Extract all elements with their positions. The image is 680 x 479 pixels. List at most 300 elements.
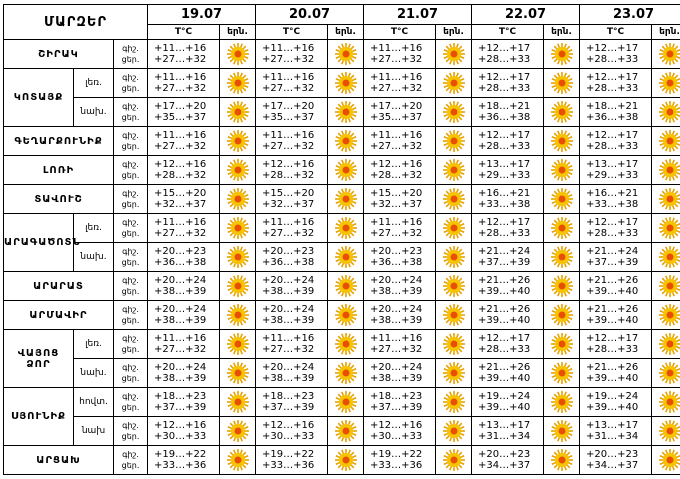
night-label: գիշ. [122,131,139,140]
day-temp: +28…+33 [478,344,531,355]
sky-cell [328,417,364,446]
sky-cell [220,40,256,69]
day-temp: +28…+32 [154,170,207,181]
subzone-label: լեռ. [74,214,114,243]
night-temp: +15…+20 [262,188,315,199]
region-name: ԿՈՏԱՅՔ [4,69,74,127]
temperature-cell [580,156,652,185]
night-temp: +12…+16 [154,420,207,431]
sun-icon [442,274,466,298]
temperature-cell [364,69,436,98]
sun-icon [334,332,358,356]
night-temp: +21…+26 [478,275,531,286]
sky-cell [436,388,472,417]
day-temp: +35…+37 [154,112,207,123]
sun-icon [658,187,680,211]
night-temp: +11…+16 [262,333,315,344]
night-temp: +13…+17 [586,420,639,431]
temperature-cell [364,359,436,388]
day-temp: +39…+40 [478,373,531,384]
day-temp: +28…+33 [478,141,531,152]
temperature-cell [364,98,436,127]
night-temp: +17…+20 [154,101,207,112]
sun-icon [226,129,250,153]
sky-cell [220,272,256,301]
day-temp: +37…+39 [154,402,207,413]
sky-cell [652,156,680,185]
night-label: գիշ. [122,102,139,111]
night-temp: +11…+16 [154,72,207,83]
sun-icon [442,303,466,327]
region-row [4,417,680,446]
subzone-label: լեռ. [74,69,114,98]
sky-header: երն. [652,25,680,40]
sun-icon [334,419,358,443]
temperature-cell [580,330,652,359]
night-label: գիշ. [122,160,139,169]
night-temp: +11…+16 [370,217,423,228]
sky-cell [220,214,256,243]
night-day-label [114,272,148,301]
night-day-label [114,417,148,446]
day-temp: +28…+33 [586,83,639,94]
sky-cell [652,359,680,388]
night-temp: +11…+16 [154,333,207,344]
sky-cell [220,127,256,156]
sun-icon [658,245,680,269]
sun-icon [550,332,574,356]
temperature-cell [580,301,652,330]
date-header: 23.07 [580,5,680,25]
temperature-cell [148,156,220,185]
date-header: 22.07 [472,5,580,25]
date-header: 21.07 [364,5,472,25]
day-temp: +38…+39 [262,286,315,297]
night-label: գիշ. [122,247,139,256]
temperature-header: T°C [148,25,220,40]
sky-cell [652,272,680,301]
sun-icon [442,71,466,95]
temperature-cell [472,359,544,388]
temperature-cell [472,301,544,330]
sun-icon [334,129,358,153]
temperature-cell [148,243,220,272]
day-temp: +33…+38 [586,199,639,210]
night-day-label [114,214,148,243]
day-temp: +39…+40 [478,286,531,297]
sun-icon [334,303,358,327]
sky-cell [220,301,256,330]
day-temp: +37…+39 [262,402,315,413]
sky-cell [220,417,256,446]
sun-icon [658,361,680,385]
temperature-cell [148,301,220,330]
night-temp: +13…+17 [478,420,531,431]
temperature-cell [364,446,436,475]
temperature-cell [472,98,544,127]
temperature-cell [580,98,652,127]
day-temp: +27…+32 [370,54,423,65]
region-name: ԱՐՑԱԽ [4,446,114,475]
day-temp: +32…+37 [262,199,315,210]
day-temp: +38…+39 [262,315,315,326]
night-day-label [114,446,148,475]
night-temp: +12…+16 [370,420,423,431]
temperature-cell [256,214,328,243]
sun-icon [442,361,466,385]
sun-icon [334,245,358,269]
night-temp: +12…+17 [586,333,639,344]
sun-icon [550,129,574,153]
sky-cell [328,272,364,301]
day-label: ցեր. [121,374,140,383]
temperature-cell [472,156,544,185]
temperature-cell [472,446,544,475]
night-temp: +20…+24 [262,304,315,315]
sun-icon [334,71,358,95]
night-temp: +11…+16 [262,72,315,83]
night-day-label [114,156,148,185]
temperature-header: T°C [364,25,436,40]
sky-cell [328,301,364,330]
day-label: ցեր. [121,84,140,93]
day-temp: +39…+40 [586,373,639,384]
day-temp: +27…+32 [154,141,207,152]
day-temp: +36…+38 [262,257,315,268]
sun-icon [226,361,250,385]
night-day-label [114,388,148,417]
sky-cell [220,69,256,98]
sun-icon [226,448,250,472]
night-temp: +21…+26 [478,362,531,373]
day-temp: +30…+33 [262,431,315,442]
sky-cell [328,98,364,127]
night-temp: +20…+23 [262,246,315,257]
day-temp: +36…+38 [478,112,531,123]
night-temp: +11…+16 [262,217,315,228]
night-day-label [114,69,148,98]
date-header: 20.07 [256,5,364,25]
sky-cell [220,156,256,185]
sky-cell [652,388,680,417]
subzone-label: նախ [74,417,114,446]
temperature-cell [148,388,220,417]
temperature-cell [256,446,328,475]
day-temp: +39…+40 [478,315,531,326]
day-temp: +38…+39 [154,373,207,384]
sky-cell [652,40,680,69]
temperature-cell [364,388,436,417]
day-label: ցեր. [121,200,140,209]
sun-icon [658,216,680,240]
night-temp: +12…+17 [478,333,531,344]
night-temp: +19…+22 [262,449,315,460]
temperature-cell [148,272,220,301]
day-temp: +27…+32 [370,141,423,152]
night-temp: +11…+16 [370,43,423,54]
sun-icon [550,448,574,472]
temperature-cell [580,272,652,301]
region-row [4,185,680,214]
night-day-label [114,185,148,214]
night-temp: +18…+21 [586,101,639,112]
day-temp: +32…+37 [370,199,423,210]
day-temp: +27…+32 [262,228,315,239]
sky-cell [328,69,364,98]
temperature-cell [148,359,220,388]
day-label: ցեր. [121,55,140,64]
night-temp: +12…+17 [478,130,531,141]
day-temp: +28…+33 [478,83,531,94]
temperature-cell [364,185,436,214]
day-temp: +39…+40 [478,402,531,413]
sky-cell [328,359,364,388]
day-temp: +36…+38 [586,112,639,123]
sky-cell [328,185,364,214]
sky-cell [328,156,364,185]
night-temp: +20…+24 [370,362,423,373]
day-label: ցեր. [121,258,140,267]
temperature-cell [580,185,652,214]
night-temp: +12…+16 [262,159,315,170]
day-temp: +28…+33 [478,228,531,239]
night-temp: +20…+24 [154,304,207,315]
day-temp: +38…+39 [370,315,423,326]
sky-cell [436,185,472,214]
sun-icon [550,419,574,443]
sun-icon [334,448,358,472]
sun-icon [658,303,680,327]
day-temp: +33…+36 [262,460,315,471]
sky-cell [436,446,472,475]
sky-cell [220,330,256,359]
temperature-cell [256,40,328,69]
temperature-cell [256,359,328,388]
night-temp: +16…+21 [478,188,531,199]
day-temp: +30…+33 [370,431,423,442]
day-label: ցեր. [121,287,140,296]
regions-header: ՄԱՐԶԵՐ [4,5,148,40]
night-temp: +20…+23 [586,449,639,460]
temperature-cell [148,185,220,214]
night-temp: +20…+23 [154,246,207,257]
sky-cell [652,69,680,98]
day-temp: +27…+32 [262,54,315,65]
sun-icon [442,129,466,153]
temperature-cell [364,156,436,185]
region-name: ԳԵՂԱՐՔՈՒՆԻՔ [4,127,114,156]
night-temp: +21…+26 [586,275,639,286]
sun-icon [334,42,358,66]
subzone-label: նախ. [74,98,114,127]
night-temp: +21…+26 [586,304,639,315]
temperature-cell [148,446,220,475]
temperature-cell [472,272,544,301]
temperature-cell [364,214,436,243]
night-temp: +12…+16 [370,159,423,170]
day-temp: +38…+39 [370,373,423,384]
temperature-cell [472,185,544,214]
night-day-label [114,40,148,69]
night-temp: +12…+17 [478,217,531,228]
day-temp: +38…+39 [154,315,207,326]
sky-cell [544,272,580,301]
night-day-label [114,98,148,127]
sun-icon [334,100,358,124]
day-temp: +27…+32 [262,344,315,355]
sun-icon [334,187,358,211]
sun-icon [334,390,358,414]
night-day-label [114,330,148,359]
temperature-cell [148,417,220,446]
night-temp: +13…+17 [586,159,639,170]
night-temp: +12…+17 [478,43,531,54]
night-label: գիշ. [122,334,139,343]
sky-cell [544,69,580,98]
temperature-cell [580,388,652,417]
day-temp: +38…+39 [370,286,423,297]
temperature-cell [364,417,436,446]
sky-header: երն. [328,25,364,40]
region-name: ԱՐԱԳԱԾՈՏՆ [4,214,74,272]
temperature-cell [580,446,652,475]
night-temp: +19…+24 [478,391,531,402]
temperature-cell [256,301,328,330]
region-row [4,69,680,98]
sky-cell [544,301,580,330]
sun-icon [658,419,680,443]
night-label: գիշ. [122,392,139,401]
temperature-header: T°C [580,25,652,40]
region-name: ՎԱՅՈՑ ՁՈՐ [4,330,74,388]
day-label: ցեր. [121,142,140,151]
sky-cell [436,98,472,127]
sky-cell [544,388,580,417]
sky-cell [220,185,256,214]
sky-cell [436,417,472,446]
sun-icon [226,303,250,327]
night-temp: +12…+17 [586,130,639,141]
sun-icon [226,274,250,298]
night-day-label [114,359,148,388]
sky-cell [544,243,580,272]
day-temp: +38…+39 [262,373,315,384]
sky-cell [544,127,580,156]
sun-icon [550,303,574,327]
sun-icon [226,187,250,211]
sky-cell [220,98,256,127]
sky-cell [544,156,580,185]
sun-icon [658,332,680,356]
sun-icon [550,71,574,95]
sky-cell [436,243,472,272]
day-temp: +33…+38 [478,199,531,210]
subzone-label: նախ. [74,243,114,272]
sun-icon [442,390,466,414]
day-temp: +34…+37 [586,460,639,471]
sky-cell [220,388,256,417]
day-temp: +35…+37 [370,112,423,123]
day-label: ցեր. [121,345,140,354]
temperature-cell [472,127,544,156]
night-temp: +17…+20 [370,101,423,112]
region-name: ՍՅՈՒՆԻՔ [4,388,74,446]
day-temp: +27…+32 [154,83,207,94]
sky-cell [328,446,364,475]
temperature-cell [256,330,328,359]
sun-icon [442,419,466,443]
sky-cell [436,40,472,69]
night-temp: +18…+23 [262,391,315,402]
sky-cell [652,98,680,127]
night-label: գիշ. [122,73,139,82]
temperature-cell [472,214,544,243]
sun-icon [334,216,358,240]
temperature-cell [148,127,220,156]
day-label: ցեր. [121,461,140,470]
day-temp: +37…+39 [478,257,531,268]
day-temp: +39…+40 [586,315,639,326]
temperature-cell [148,98,220,127]
day-label: ցեր. [121,316,140,325]
sky-cell [652,301,680,330]
temperature-cell [364,272,436,301]
sun-icon [658,390,680,414]
region-row [4,243,680,272]
night-temp: +11…+16 [370,72,423,83]
night-temp: +18…+23 [154,391,207,402]
day-temp: +37…+39 [586,257,639,268]
sky-cell [652,243,680,272]
night-temp: +11…+16 [154,130,207,141]
day-temp: +37…+39 [370,402,423,413]
temperature-cell [472,417,544,446]
sun-icon [226,158,250,182]
sky-header: երն. [220,25,256,40]
region-row [4,40,680,69]
night-temp: +20…+24 [262,362,315,373]
sun-icon [442,245,466,269]
night-temp: +12…+17 [586,217,639,228]
sky-cell [436,330,472,359]
day-temp: +27…+32 [370,228,423,239]
region-name: ՇԻՐԱԿ [4,40,114,69]
region-row [4,446,680,475]
temperature-cell [472,388,544,417]
sky-cell [544,214,580,243]
night-temp: +20…+24 [370,304,423,315]
sun-icon [658,71,680,95]
subzone-label: հովտ. [74,388,114,417]
night-temp: +18…+21 [478,101,531,112]
day-temp: +29…+33 [478,170,531,181]
temperature-cell [256,272,328,301]
temperature-header: T°C [256,25,328,40]
sun-icon [550,158,574,182]
sky-cell [436,301,472,330]
region-name: ԱՐԱՐԱՏ [4,272,114,301]
temperature-header: T°C [472,25,544,40]
night-label: գիշ. [122,218,139,227]
sun-icon [658,100,680,124]
day-label: ցեր. [121,229,140,238]
night-label: գիշ. [122,44,139,53]
sun-icon [226,390,250,414]
sky-cell [544,40,580,69]
night-temp: +11…+16 [154,43,207,54]
sun-icon [550,216,574,240]
sun-icon [226,419,250,443]
